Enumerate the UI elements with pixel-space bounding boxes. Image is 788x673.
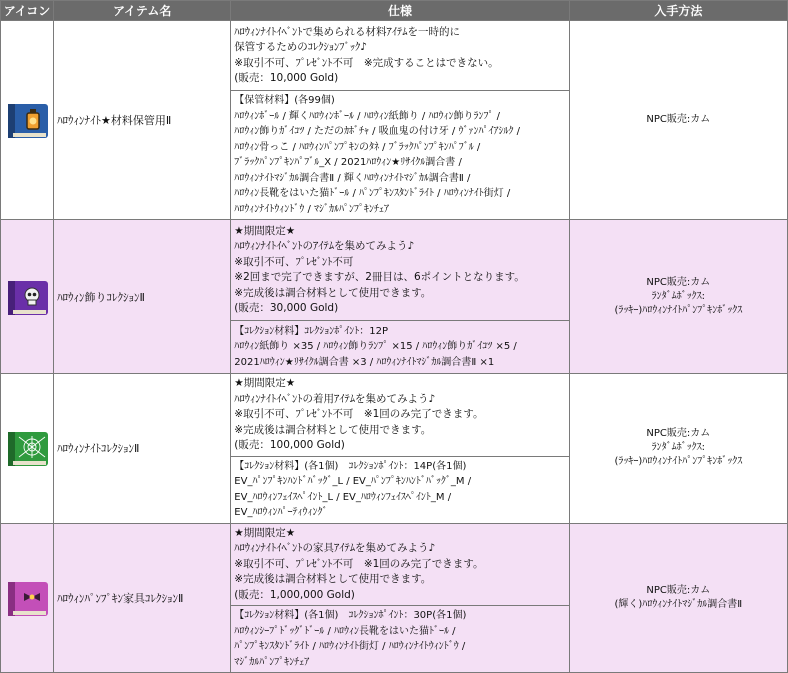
pink-book-ribbon-icon <box>5 575 51 621</box>
spec-cell <box>231 374 569 457</box>
spec-description: ★期間限定★ ﾊﾛｳｨﾝﾅｲﾄｲﾍﾞﾝﾄのｱｲﾃﾑを集めてみよう♪ ※取引不可、ﾌﾟﾚｾﾞﾝﾄ不可 ※2回まで完了できますが、2冊目は、6ポイントとなります。 ※完成後は調合材料として使用できます。 (販売：30,000 Gold) <box>234 224 525 314</box>
icon-cell <box>1 21 54 220</box>
purple-book-skull-icon <box>5 274 51 320</box>
how-to-get: NPC販売:カム (輝く)ﾊﾛｳｨﾝﾅｲﾄﾏｼﾞｶﾙ調合書Ⅱ <box>614 584 743 610</box>
item-name-cell <box>54 21 231 220</box>
spec-materials: 【ｺﾚｸｼｮﾝ材料】ｺﾚｸｼｮﾝﾎﾟｲﾝﾄ：12P ﾊﾛｳｨﾝ紙飾り ×35 / ﾊﾛｳｨﾝ飾りﾗﾝﾌﾟ ×15 / ﾊﾛｳｨﾝ飾りｶﾞｲｺﾂ ×5 / 2021ﾊﾛｳｨﾝ★ﾘｻｲｸﾙ調合書 ×3 / ﾊﾛｳｨﾝﾅｲﾄﾏｼﾞｶﾙ調合書Ⅱ ×1 <box>234 325 517 368</box>
how-to-get: NPC販売:カム ﾗﾝﾀﾞﾑﾎﾞｯｸｽ: (ﾗｯｷｰ)ﾊﾛｳｨﾝﾅｲﾄﾊﾟﾝﾌﾟｷﾝﾎﾞｯｸｽ <box>614 276 743 316</box>
how-to-get: NPC販売:カム ﾗﾝﾀﾞﾑﾎﾞｯｸｽ: (ﾗｯｷｰ)ﾊﾛｳｨﾝﾅｲﾄﾊﾟﾝﾌﾟｷﾝﾎﾞｯｸｽ <box>614 428 743 468</box>
table-row <box>1 374 788 457</box>
spec-description: ★期間限定★ ﾊﾛｳｨﾝﾅｲﾄｲﾍﾞﾝﾄの家具ｱｲﾃﾑを集めてみよう♪ ※取引不可、ﾌﾟﾚｾﾞﾝﾄ不可 ※1回のみ完了できます。 ※完成後は調合材料として使用できます。 (販売：1,000,000 Gold) <box>234 526 484 601</box>
icon-cell <box>1 523 54 673</box>
item-name-cell <box>54 523 231 673</box>
item-name: ﾊﾛｳｨﾝ飾りｺﾚｸｼｮﾝⅡ <box>57 290 145 304</box>
item-name: ﾊﾛｳｨﾝﾅｲﾄｺﾚｸｼｮﾝⅡ <box>57 442 140 456</box>
header-how-to-get: 入手方法 <box>569 1 787 21</box>
header-icon: アイコン <box>1 1 54 21</box>
how-to-get-cell <box>569 523 787 673</box>
spec-materials-cell <box>231 456 569 523</box>
how-to-get-cell <box>569 374 787 524</box>
spec-materials-cell <box>231 321 569 374</box>
spec-description: ﾊﾛｳｨﾝﾅｲﾄｲﾍﾞﾝﾄで集められる材料ｱｲﾃﾑを一時的に 保管するためのｺﾚｸｼｮﾝﾌﾞｯｸ♪ ※取引不可、ﾌﾟﾚｾﾞﾝﾄ不可 ※完成することはできない。 (販売：10,000 Gold) <box>234 25 499 84</box>
icon-cell <box>1 374 54 524</box>
spec-materials: 【保管材料】(各99個) ﾊﾛｳｨﾝﾎﾞｰﾙ / 輝くﾊﾛｳｨﾝﾎﾞｰﾙ / ﾊﾛｳｨﾝ紙飾り / ﾊﾛｳｨﾝ飾りﾗﾝﾌﾟ / ﾊﾛｳｨﾝ飾りｶﾞｲｺﾂ / ただのｶﾎﾞﾁｬ / 吸血鬼の付け牙 / ｳﾞｧﾝﾊﾟｲｱｼﾙｸ / ﾊﾛｳｨﾝ骨っこ / ﾊﾛｳｨﾝﾊﾟﾝﾌﾟｷﾝのﾀﾈ / ﾌﾞﾗｯｸﾊﾟﾝﾌﾟｷﾝﾊﾟﾌﾞﾙ / ﾌﾞﾗｯｸﾊﾟﾝﾌﾟｷﾝﾊﾟﾌﾞﾙ_X / 2021ﾊﾛｳｨﾝ★ﾘｻｲｸﾙ調合書 / ﾊﾛｳｨﾝﾅｲﾄﾏｼﾞｶﾙ調合書Ⅱ / 輝くﾊﾛｳｨﾝﾅｲﾄﾏｼﾞｶﾙ調合書Ⅱ / ﾊﾛｳｨﾝ長靴をはいた猫ﾄﾞｰﾙ / ﾊﾟﾝﾌﾟｷﾝｽﾀﾝﾄﾞﾗｲﾄ / ﾊﾛｳｨﾝﾅｲﾄ街灯 / ﾊﾛｳｨﾝﾅｲﾄｳｨﾝﾄﾞｳ / ﾏｼﾞｶﾙﾊﾟﾝﾌﾟｷﾝﾁｪｱ <box>234 95 521 215</box>
green-book-web-icon <box>5 425 51 471</box>
spec-description: ★期間限定★ ﾊﾛｳｨﾝﾅｲﾄｲﾍﾞﾝﾄの着用ｱｲﾃﾑを集めてみよう♪ ※取引不可、ﾌﾟﾚｾﾞﾝﾄ不可 ※1回のみ完了できます。 ※完成後は調合材料として使用できます。 (販売：100,000 Gold) <box>234 377 484 451</box>
spec-materials: 【ｺﾚｸｼｮﾝ材料】(各1個) ｺﾚｸｼｮﾝﾎﾟｲﾝﾄ：30P(各1個) ﾊﾛｳｨﾝｼｰﾌﾟﾄﾞｯｸﾞﾄﾞｰﾙ / ﾊﾛｳｨﾝ長靴をはいた猫ﾄﾞｰﾙ / ﾊﾟﾝﾌﾟｷﾝｽﾀﾝﾄﾞﾗｲﾄ / ﾊﾛｳｨﾝﾅｲﾄ街灯 / ﾊﾛｳｨﾝﾅｲﾄｳｨﾝﾄﾞｳ / ﾏｼﾞｶﾙﾊﾟﾝﾌﾟｷﾝﾁｪｱ <box>234 610 467 668</box>
table-row <box>1 21 788 91</box>
spec-cell <box>231 523 569 606</box>
icon-cell <box>1 220 54 374</box>
table-row <box>1 523 788 606</box>
item-name: ﾊﾛｳｨﾝﾊﾟﾝﾌﾟｷﾝ家具ｺﾚｸｼｮﾝⅡ <box>57 591 184 605</box>
spec-materials-cell <box>231 606 569 673</box>
how-to-get-cell <box>569 21 787 220</box>
header-spec: 仕様 <box>231 1 569 21</box>
table-row <box>1 220 788 321</box>
spec-materials: 【ｺﾚｸｼｮﾝ材料】(各1個) ｺﾚｸｼｮﾝﾎﾟｲﾝﾄ：14P(各1個) EV_ﾊﾟﾝﾌﾟｷﾝﾊﾝﾄﾞﾊﾞｯｸﾞ_L / EV_ﾊﾟﾝﾌﾟｷﾝﾊﾝﾄﾞﾊﾞｯｸﾞ_M / EV_ﾊﾛｳｨﾝﾌｪｲｽﾍﾟｲﾝﾄ_L / EV_ﾊﾛｳｨﾝﾌｪｲｽﾍﾟｲﾝﾄ_M / EV_ﾊﾛｳｨﾝﾊﾟｰﾃｨｳｨﾝｸﾞ <box>234 460 472 518</box>
blue-book-lantern-icon <box>5 97 51 143</box>
how-to-get-cell <box>569 220 787 374</box>
spec-cell <box>231 21 569 91</box>
item-name-cell <box>54 220 231 374</box>
item-name: ﾊﾛｳｨﾝﾅｲﾄ★材料保管用Ⅱ <box>57 114 172 127</box>
how-to-get: NPC販売:カム <box>646 114 711 125</box>
spec-cell <box>231 220 569 321</box>
item-name-cell <box>54 374 231 524</box>
header-row <box>1 1 788 21</box>
spec-materials-cell <box>231 91 569 220</box>
header-item-name: アイテム名 <box>54 1 231 21</box>
